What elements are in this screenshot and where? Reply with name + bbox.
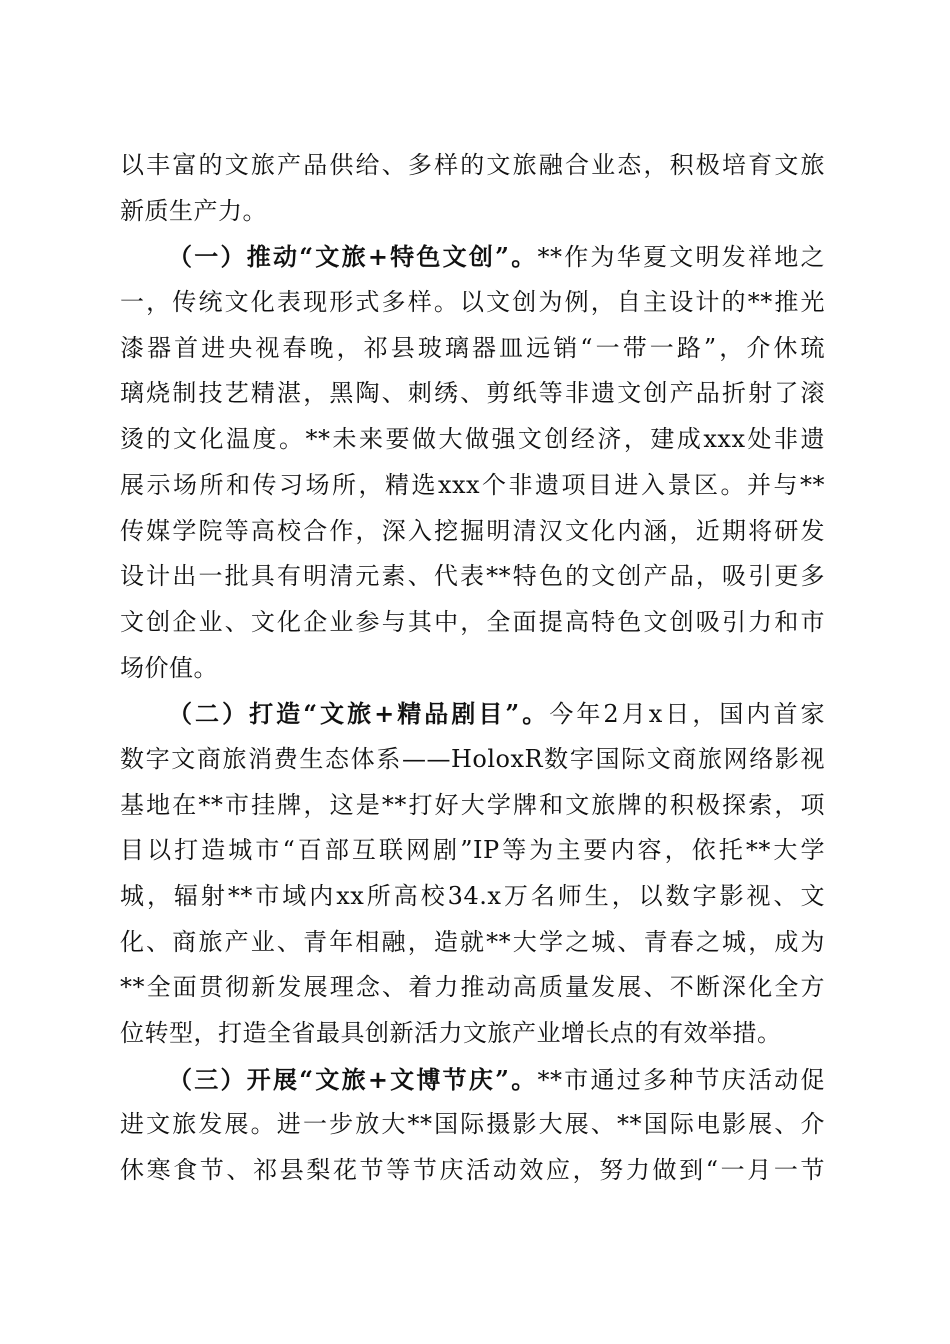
paragraph-line: 城，辐射**市域内xx所高校34.x万名师生，以数字影视、文 bbox=[120, 882, 825, 910]
section-heading: （二）打造“文旅+精品剧目”。 bbox=[168, 699, 550, 729]
paragraph-line: 休寒食节、祁县梨花节等节庆活动效应，努力做到“一月一节 bbox=[120, 1156, 825, 1185]
paragraph-line: 化、商旅产业、青年相融，造就**大学之城、青春之城，成为 bbox=[120, 927, 825, 956]
paragraph-line: 进文旅发展。进一步放大**国际摄影大展、**国际电影展、介 bbox=[120, 1110, 825, 1139]
paragraph-line: 展示场所和传习场所，精选xxx个非遗项目进入景区。并与** bbox=[120, 470, 825, 499]
paragraph-line: 烫的文化温度。**未来要做大做强文创经济，建成xxx处非遗 bbox=[120, 425, 825, 454]
section-heading-line bbox=[120, 1057, 825, 1103]
paragraph-line: 漆器首进央视春晚，祁县玻璃器皿远销“一带一路”，介休琉 bbox=[120, 333, 825, 362]
paragraph-line: 璃烧制技艺精湛，黑陶、刺绣、剪纸等非遗文创产品折射了滚 bbox=[120, 379, 825, 408]
section-heading: （一）推动“文旅+特色文创”。 bbox=[168, 242, 538, 272]
paragraph-line: 目以打造城市“百部互联网剧”IP等为主要内容，依托**大学 bbox=[120, 836, 825, 865]
paragraph-line: 新质生产力。 bbox=[120, 196, 267, 225]
section-heading-line bbox=[120, 234, 825, 280]
paragraph-line: 位转型，打造全省最具创新活力文旅产业增长点的有效举措。 bbox=[120, 1019, 782, 1048]
section-heading-line bbox=[120, 691, 825, 737]
document-page bbox=[120, 143, 825, 1194]
paragraph-line: 传媒学院等高校合作，深入挖掘明清汉文化内涵，近期将研发 bbox=[120, 516, 825, 545]
paragraph-line: 场价值。 bbox=[120, 653, 218, 682]
paragraph-line: 设计出一批具有明清元素、代表**特色的文创产品，吸引更多 bbox=[120, 562, 825, 591]
paragraph-line: 基地在**市挂牌，这是**打好大学牌和文旅牌的积极探索，项 bbox=[120, 790, 825, 819]
paragraph-text: 今年2月x日，国内首家 bbox=[549, 700, 826, 729]
paragraph-text: **市通过多种节庆活动促 bbox=[537, 1065, 826, 1094]
paragraph-line: 以丰富的文旅产品供给、多样的文旅融合业态，积极培育文旅 bbox=[120, 151, 825, 179]
paragraph-line: **全面贯彻新发展理念、着力推动高质量发展、不断深化全方 bbox=[120, 973, 825, 1002]
paragraph-line: 文创企业、文化企业参与其中，全面提高特色文创吸引力和市 bbox=[120, 607, 825, 636]
paragraph-line: 一，传统文化表现形式多样。以文创为例，自主设计的**推光 bbox=[120, 288, 825, 317]
section-heading: （三）开展“文旅+文博节庆”。 bbox=[168, 1064, 538, 1094]
paragraph-line: 数字文商旅消费生态体系——HoloxR数字国际文商旅网络影视 bbox=[120, 744, 825, 773]
paragraph-text: **作为华夏文明发祥地之 bbox=[537, 243, 826, 272]
